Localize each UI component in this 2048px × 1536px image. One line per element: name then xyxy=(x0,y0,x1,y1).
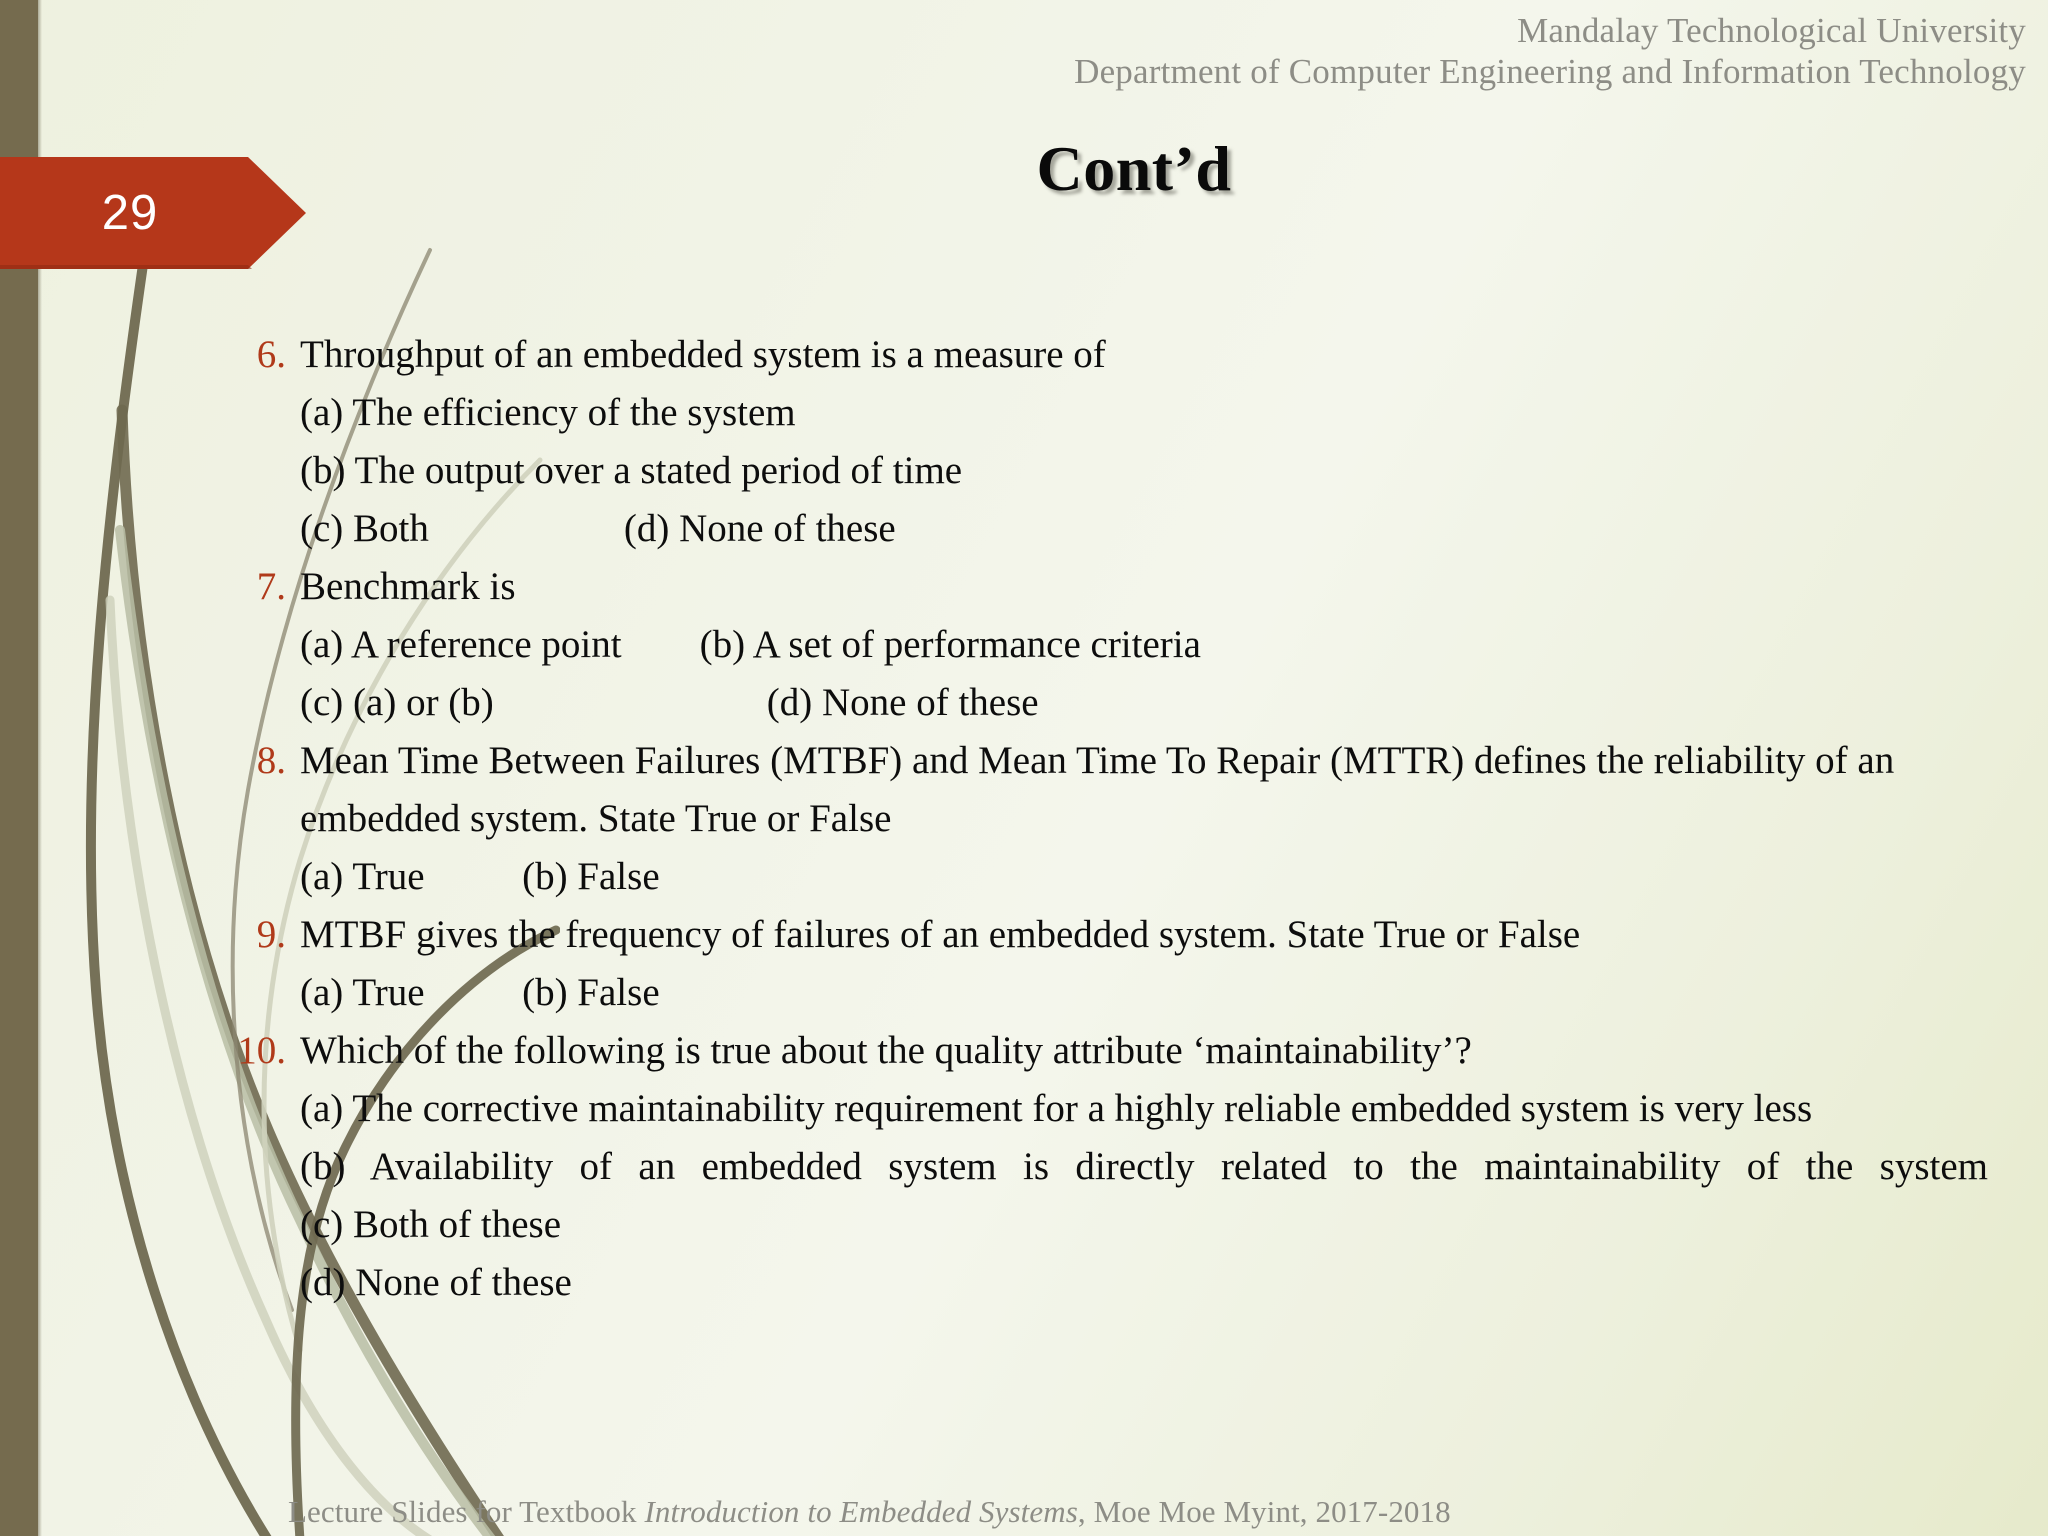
question-option: (a) A reference point (b) A set of performance criteria xyxy=(300,623,1201,666)
question-option: (a) The corrective maintainability requirement for a highly reliable embedded system is very less xyxy=(300,1087,1813,1130)
question-item xyxy=(228,732,1988,906)
question-item xyxy=(228,326,1988,558)
footer-suffix: , Moe Moe Myint, 2017-2018 xyxy=(1077,1494,1451,1529)
question-number: 9. xyxy=(256,913,286,956)
question-text: MTBF gives the frequency of failures of an embedded system. State True or False xyxy=(300,913,1581,956)
question-text: Benchmark is xyxy=(300,565,516,608)
question-option: (a) True (b) False xyxy=(300,971,660,1014)
question-item xyxy=(228,906,1988,1022)
question-option: (b) Availability of an embedded system is directly related to the maintainability of the system xyxy=(300,1145,1988,1188)
question-number: 6. xyxy=(256,333,286,376)
slide-title: Cont’d xyxy=(1036,133,1232,204)
question-text: Which of the following is true about the quality attribute ‘maintainability’? xyxy=(300,1029,1472,1072)
question-content xyxy=(300,326,1988,558)
question-content xyxy=(300,558,1988,732)
question-item xyxy=(228,558,1988,732)
question-number: 10. xyxy=(237,1029,286,1072)
question-text: Throughput of an embedded system is a measure of xyxy=(300,333,1106,376)
question-option: (a) True (b) False xyxy=(300,855,660,898)
question-text: Mean Time Between Failures (MTBF) and Mean Time To Repair (MTTR) defines the reliability of an embedded system. State True or False xyxy=(300,739,1895,840)
question-content xyxy=(300,732,1988,906)
question-option: (d) None of these xyxy=(300,1261,572,1304)
institution-header xyxy=(1074,10,2026,93)
question-option: (c) Both (d) None of these xyxy=(300,507,896,550)
question-option: (c) Both of these xyxy=(300,1203,562,1246)
question-content xyxy=(300,1022,1988,1312)
slide-footer xyxy=(288,1494,1451,1530)
question-option: (c) (a) or (b) (d) None of these xyxy=(300,681,1039,724)
question-option: (b) The output over a stated period of time xyxy=(300,449,963,492)
question-number: 8. xyxy=(256,739,286,782)
question-content xyxy=(300,906,1988,1022)
university-name: Mandalay Technological University xyxy=(1517,11,2026,50)
question-item xyxy=(228,1022,1988,1312)
question-number: 7. xyxy=(256,565,286,608)
footer-book-title: Introduction to Embedded Systems xyxy=(644,1494,1078,1529)
question-option: (a) The efficiency of the system xyxy=(300,391,796,434)
question-list xyxy=(228,326,1988,1312)
page-number: 29 xyxy=(101,186,159,240)
department-name: Department of Computer Engineering and Information Technology xyxy=(1074,52,2026,92)
footer-prefix: Lecture Slides for Textbook xyxy=(288,1494,645,1529)
